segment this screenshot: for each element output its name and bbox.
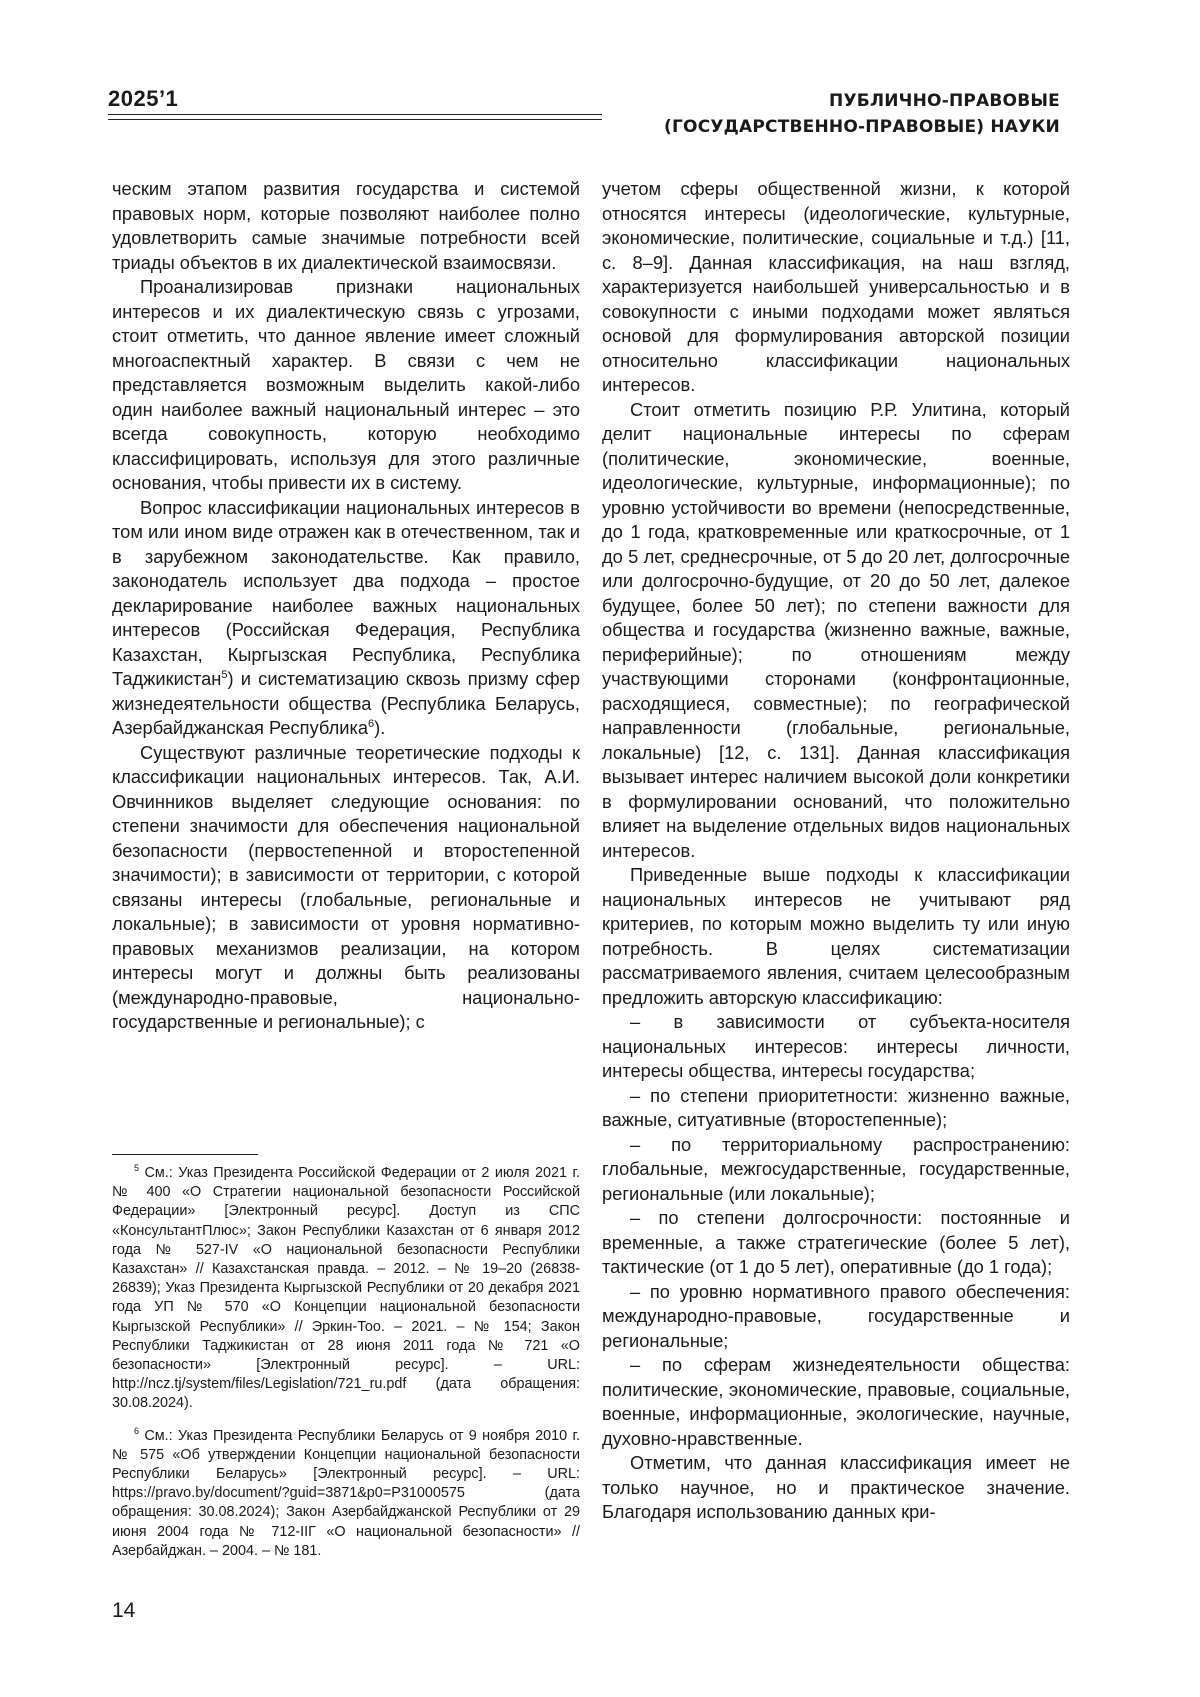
footnote-ref: 5 <box>221 668 228 681</box>
section-title-line2: (ГОСУДАРСТВЕННО-ПРАВОВЫЕ) НАУКИ <box>664 117 1060 137</box>
paragraph: Приведенные выше подходы к классификации национальных интересов не учитывают ряд критериев, по которым можно выделить ту или иную потребность. В целях систематизации рассматриваемого явления, считаем целесообразным предложить авторскую классификацию: <box>602 864 1070 1008</box>
list-item: – в зависимости от субъекта-носителя национальных интересов: интересы личности, интересы общества, интересы государства; <box>602 1011 1070 1081</box>
paragraph <box>112 496 580 741</box>
footnote-text: См.: Указ Президента Республики Беларусь от 9 ноября 2010 г. № 575 «Об утверждении Концепции национальной безопасности Республики Беларусь» [Электронный ресурс]. – URL: https://pravo.by/document/?guid=3871&p0=P31000575 (дата обращения: 30.08.2024); Закон Азербайджанской Республики от 29 июня 2004 года № 712-IIГ «О национальной безопасности» // Азербайджан. – 2004. – № 181. <box>112 1427 580 1559</box>
paragraph-text: Вопрос классификации национальных интересов в том или ином виде отражен как в отечественном, так и в зарубежном законодательстве. Как правило, законодатель использует два подхода – простое декларирование наиболее важных национальных интересов (Российская Федерация, Республика Казахстан, Кыргызская Республика, Республика Таджикистан <box>112 496 580 689</box>
paragraph-text: ). <box>374 717 386 738</box>
header-rule-thin <box>108 119 602 120</box>
footnote-text: См.: Указ Президента Российской Федерации от 2 июля 2021 г. № 400 «О Стратегии национальной безопасности Российской Федерации» [Электронный ресурс]. Доступ из СПС «КонсультантПлюс»; Закон Республики Казахстан от 6 января 2012 года № 527-IV «О национальной безопасности Республики Казахстан» // Казахстанская правда. – 2012. – № 19–20 (26838-26839); Указ Президента Кыргызской Республики от 20 декабря 2021 года УП № 570 «О Концепции национальной безопасности Кыргызской Республики» // Эркин-Тоо. – 2021. – № 154; Закон Республики Таджикистан от 28 июня 2011 года № 721 «О безопасности» [Электронный ресурс]. – URL: http://ncz.tj/system/files/Legislation/721_ru.pdf (дата обращения: 30.08.2024). <box>112 1165 580 1412</box>
footnotes <box>112 1164 580 1574</box>
footnote-mark: 5 <box>134 1163 140 1174</box>
section-title <box>664 88 1060 140</box>
paragraph: Существуют различные теоретические подходы к классификации национальных интересов. Так, А.И. Овчинников выделяет следующие основания: по степени значимости для обеспечения национальной безопасности (первостепенной и второстепенной значимости); в зависимости от территории, с которой связаны интересы (глобальные, региональные и локальные); в зависимости от уровня нормативно-правовых механизмов реализации, на котором интересы могут и должны быть реализованы (международно-правовые, национально-государственные и региональные); с <box>112 741 580 1032</box>
footnote-mark: 6 <box>134 1425 140 1436</box>
list-item: – по уровню нормативного правого обеспечения: международно-правовые, государственные и региональные; <box>602 1280 1070 1351</box>
page-number: 14 <box>112 1599 136 1622</box>
footnote-6 <box>112 1427 580 1561</box>
paragraph: Стоит отметить позицию Р.Р. Улитина, который делит национальные интересы по сферам (политические, экономические, военные, идеологические, культурные, информационные); по уровню устойчивости во времени (непосредственные, до 1 года, кратковременные или краткосрочные, от 1 до 5 лет, среднесрочные, от 5 до 20 лет, долгосрочные или долгосрочно-будущие, от 20 до 50 лет, далекое будущее, более 50 лет); по степени важности для общества и государства (жизненно важные, важные, периферийные); по отношениям между участвующими сторонами (конфронтационные, расходящиеся, совместные); по географической направленности (глобальные, региональные, локальные) [12, с. 131]. Данная классификация вызывает интерес наличием высокой доли конкретики в формулировании оснований, что положительно влияет на выделение отдельных видов национальных интересов. <box>602 398 1070 861</box>
paragraph-text: ) и систематизацию сквозь призму сфер жизнедеятельности общества (Республика Беларусь, Азербайджанская Республика <box>112 668 580 738</box>
paragraph: ческим этапом развития государства и системой правовых норм, которые позволяют наиболее полно удовлетворить самые значимые потребности всей триады объектов в их диалектической взаимосвязи. <box>112 178 580 273</box>
list-item: – по степени долгосрочности: постоянные и временные, а также стратегические (более 5 лет), тактические (от 1 до 5 лет), оперативные (до 1 года); <box>602 1207 1070 1277</box>
left-column <box>112 177 580 1035</box>
footnote-5 <box>112 1164 580 1414</box>
footnote-ref: 6 <box>368 717 375 730</box>
paragraph: Отметим, что данная классификация имеет не только научное, но и практическое значение. Благодаря использованию данных кри- <box>602 1452 1070 1522</box>
list-item: – по степени приоритетности: жизненно важные, важные, ситуативные (второстепенные); <box>602 1084 1070 1130</box>
header-rule <box>108 114 602 115</box>
section-title-line1: ПУБЛИЧНО-ПРАВОВЫЕ <box>829 91 1060 111</box>
footnote-separator <box>112 1154 258 1155</box>
paragraph: Проанализировав признаки национальных интересов и их диалектическую связь с угрозами, стоит отметить, что данное явление имеет сложный многоаспектный характер. В связи с чем не представляется возможным выделить какой-либо один наиболее важный национальный интерес – это всегда совокупность, которую необходимо классифицировать, используя для этого различные основания, чтобы привести их в систему. <box>112 276 580 493</box>
paragraph: учетом сферы общественной жизни, к которой относятся интересы (идеологические, культурные, экономические, политические, социальные и т.д.) [11, с. 8–9]. Данная классификация, на наш взгляд, характеризуется наибольшей универсальностью и в совокупности с иными подходами может являться основой для формулирования авторской позиции относительно классификации национальных интересов. <box>602 178 1070 395</box>
right-column <box>602 177 1070 1525</box>
journal-issue: 2025’1 <box>108 86 179 111</box>
list-item: – по территориальному распространению: глобальные, межгосударственные, государственные, региональные (или локальные); <box>602 1133 1070 1204</box>
list-item: – по сферам жизнедеятельности общества: политические, экономические, правовые, социальные, военные, информационные, экологические, научные, духовно-нравственные. <box>602 1354 1070 1449</box>
